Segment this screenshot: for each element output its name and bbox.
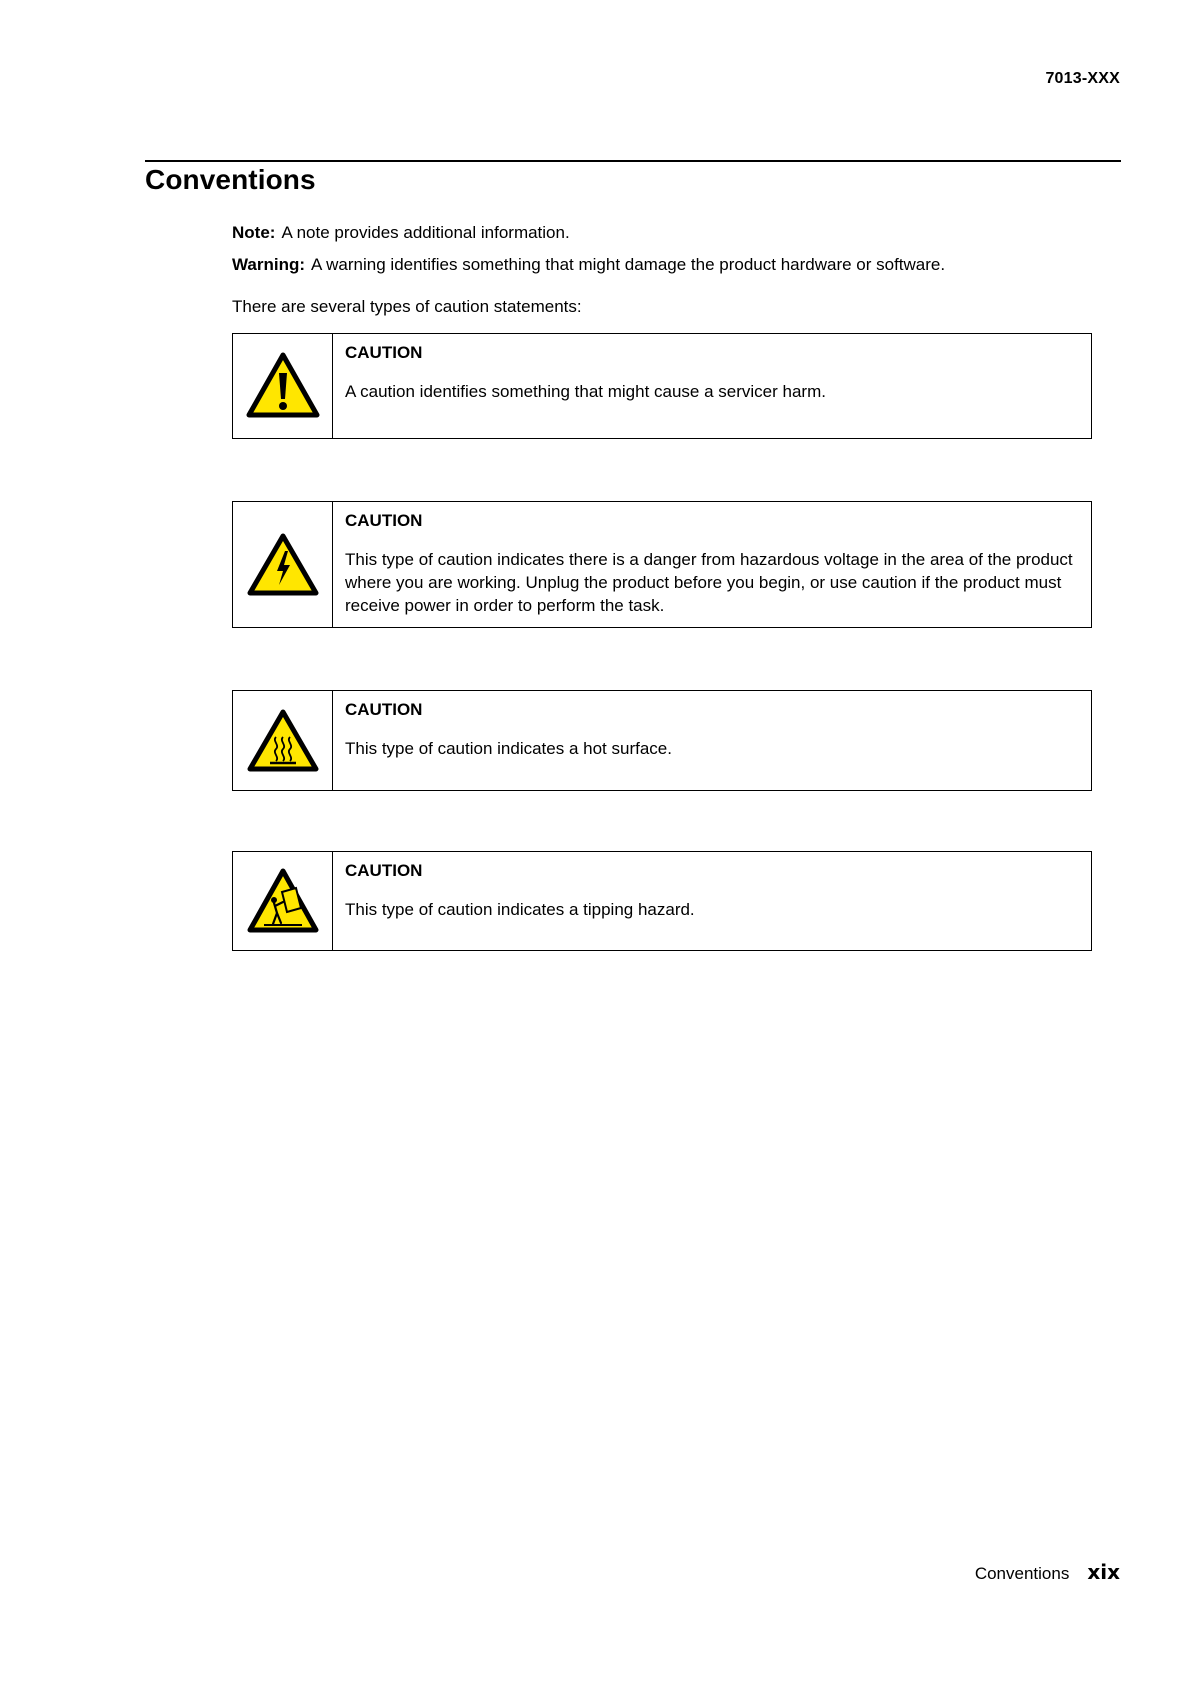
page-number: xix (1087, 1560, 1120, 1584)
hot-surface-icon (246, 707, 320, 775)
page-footer (975, 1560, 1120, 1584)
caution-heading: CAUTION (345, 343, 423, 362)
caution-message: This type of caution indicates a tipping hazard. (345, 900, 695, 919)
note-paragraph (232, 222, 1092, 244)
model-code: 7013-XXX (1045, 70, 1120, 87)
footer-section-name: Conventions (974, 1564, 1070, 1583)
caution-icon-cell (233, 334, 333, 438)
warning-paragraph (232, 254, 1092, 276)
caution-message: This type of caution indicates a hot surface. (345, 739, 672, 758)
caution-message: This type of caution indicates there is a danger from hazardous voltage in the area of the product where you are working. Unplug the product before you begin, or use caution if the product must receive power in order to perform the task. (345, 550, 1073, 615)
caution-box-hot-surface (232, 690, 1092, 791)
caution-text-cell (333, 334, 838, 438)
caution-box-voltage (232, 501, 1092, 628)
caution-box-tipping (232, 851, 1092, 951)
caution-text-cell (333, 852, 707, 950)
caution-intro: There are several types of caution statements: (232, 297, 582, 316)
page-title: Conventions (145, 164, 316, 195)
warning-label: Warning: (232, 255, 306, 274)
caution-message: A caution identifies something that might cause a servicer harm. (345, 382, 826, 401)
caution-icon-cell (233, 852, 333, 950)
warning-text: A warning identifies something that might damage the product hardware or software. (311, 255, 946, 274)
hazardous-voltage-icon (246, 531, 320, 599)
caution-box-general (232, 333, 1092, 439)
caution-heading: CAUTION (345, 861, 423, 880)
note-text: A note provides additional information. (281, 223, 570, 242)
caution-heading: CAUTION (345, 511, 423, 530)
caution-text-cell (333, 502, 1091, 627)
note-label: Note: (232, 223, 276, 242)
caution-icon-cell (233, 691, 333, 790)
caution-text-cell (333, 691, 684, 790)
caution-heading: CAUTION (345, 700, 423, 719)
title-rule (145, 160, 1121, 162)
tipping-hazard-icon (246, 866, 320, 936)
body-text (232, 222, 1092, 318)
general-caution-icon (245, 351, 321, 421)
caution-icon-cell (233, 502, 333, 627)
